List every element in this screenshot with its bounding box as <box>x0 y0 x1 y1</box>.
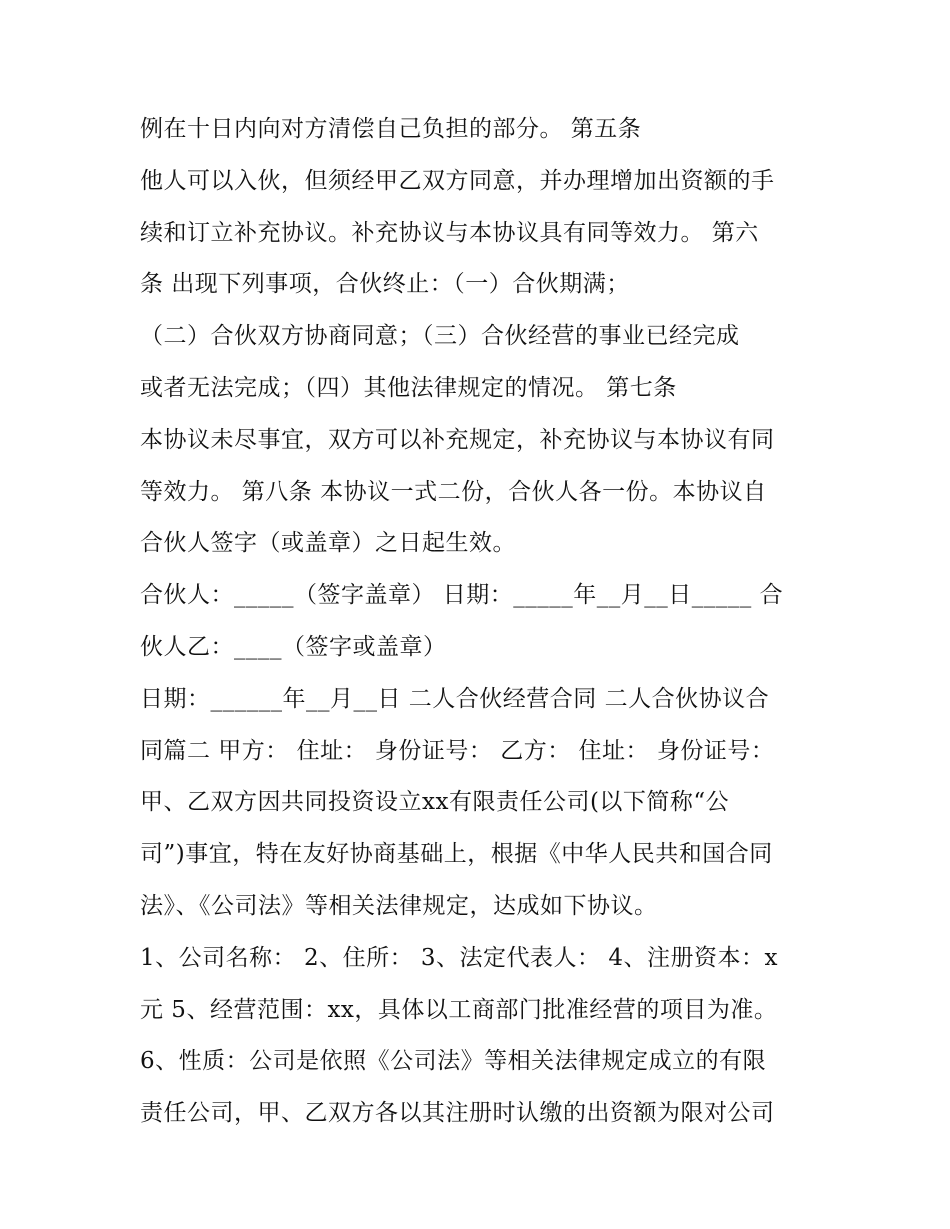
text-line: 条 出现下列事项，合伙终止：（一）合伙期满； <box>140 271 630 298</box>
text-line: 续和订立补充协议。补充协议与本协议具有同等效力。 第六 <box>140 219 759 246</box>
text-line: 他人可以入伙，但须经甲乙双方同意，并办理增加出资额的手 <box>140 167 775 194</box>
text-line: 或者无法完成；（四）其他法律规定的情况。 第七条 <box>140 374 677 401</box>
date-line: 日期：______年__月__日 二人合伙经营合同 二人合伙协议合 <box>140 685 770 712</box>
text-line: 甲、乙双方因共同投资设立xx有限责任公司(以下简称“公 <box>140 789 730 816</box>
text-line: 本协议未尽事宜，双方可以补充规定，补充协议与本协议有同 <box>140 426 775 453</box>
text-line: 等效力。 第八条 本协议一式二份，合伙人各一份。本协议自 <box>140 478 767 505</box>
text-line: 元 5、经营范围：xx，具体以工商部门批准经营的项目为准。 <box>140 996 778 1023</box>
text-line: （二）合伙双方协商同意；（三）合伙经营的事业已经完成 <box>140 323 740 350</box>
signature-line: 伙人乙：____（签字或盖章） <box>140 633 447 660</box>
text-line: 责任公司，甲、乙双方各以其注册时认缴的出资额为限对公司 <box>140 1100 775 1127</box>
text-line: 同篇二 甲方： 住址： 身份证号： 乙方： 住址： 身份证号： <box>140 737 775 764</box>
text-line: 司”)事宜，特在友好协商基础上，根据《中华人民共和国合同 <box>140 841 773 868</box>
text-line: 法》、《公司法》等相关法律规定，达成如下协议。 <box>140 892 658 919</box>
text-line: 合伙人签字（或盖章）之日起生效。 <box>140 530 516 557</box>
text-line: 1、公司名称： 2、住所： 3、法定代表人： 4、注册资本：x <box>140 944 778 971</box>
text-line: 6、性质：公司是依照《公司法》等相关法律规定成立的有限 <box>140 1048 767 1075</box>
text-line: 例在十日内向对方清偿自己负担的部分。 第五条 <box>140 116 642 142</box>
document-body <box>140 104 830 1140</box>
signature-line: 合伙人：_____（签字盖章） 日期：_____年__月__日_____ 合 <box>140 582 784 609</box>
